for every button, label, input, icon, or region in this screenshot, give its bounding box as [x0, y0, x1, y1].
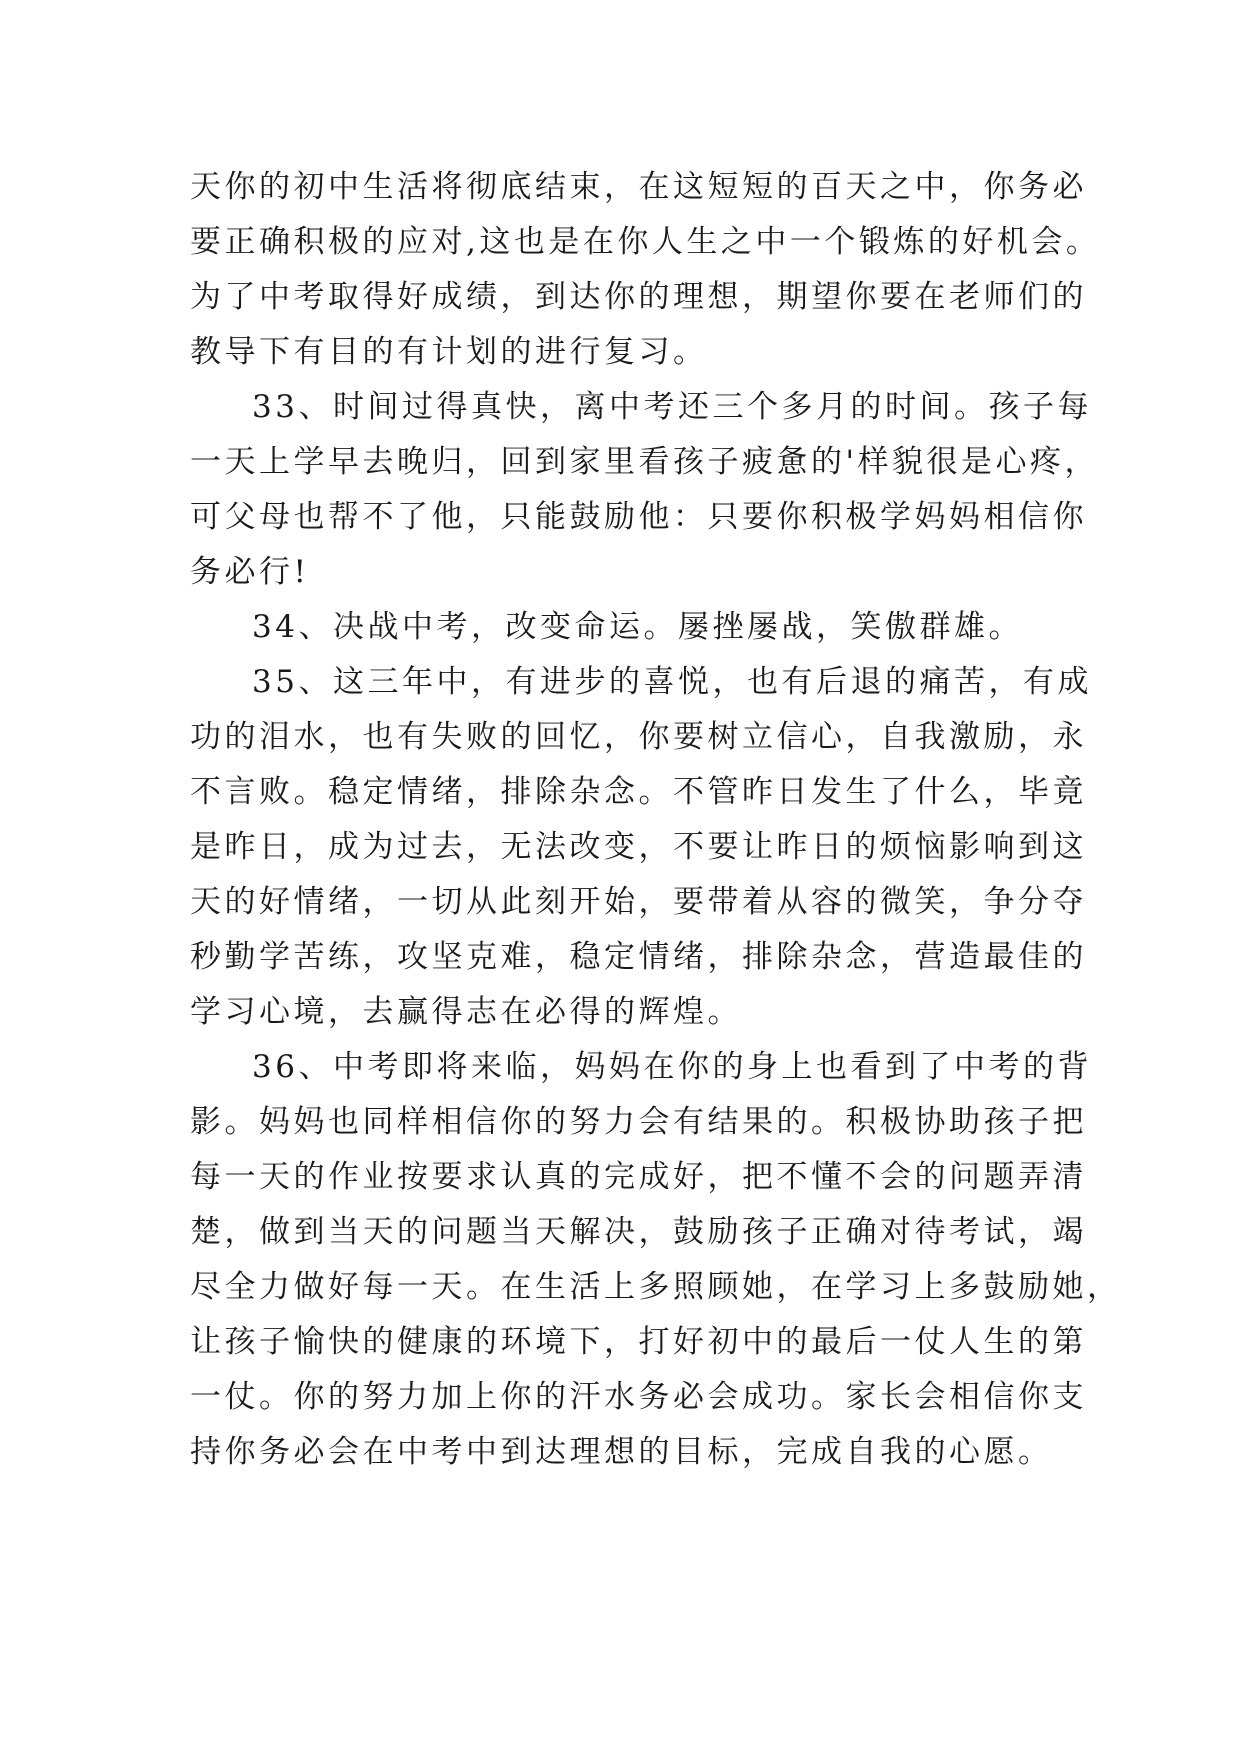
text-line: 学习心境，去赢得志在必得的辉煌。	[190, 994, 742, 1030]
paragraph-36-first-line: 36、中考即将来临，妈妈在你的身上也看到了中考的背	[252, 1049, 1092, 1085]
paragraph-33-first-line: 33、时间过得真快，离中考还三个多月的时间。孩子每	[252, 389, 1092, 425]
text-line: 是昨日，成为过去，无法改变，不要让昨日的烦恼影响到这	[190, 829, 1087, 865]
document-body	[190, 160, 1122, 1480]
text-line: 尽全力做好每一天。在生活上多照顾她，在学习上多鼓励她，	[190, 1269, 1122, 1305]
text-line: 影。妈妈也同样相信你的努力会有结果的。积极协助孩子把	[190, 1104, 1087, 1140]
text-line: 天你的初中生活将彻底结束，在这短短的百天之中，你务必	[190, 169, 1087, 205]
text-line: 可父母也帮不了他，只能鼓励他：只要你积极学妈妈相信你	[190, 499, 1087, 535]
text-line: 一天上学早去晚归，回到家里看孩子疲惫的'样貌很是心疼，	[190, 444, 1100, 480]
text-line: 为了中考取得好成绩，到达你的理想，期望你要在老师们的	[190, 279, 1087, 315]
text-line: 要正确积极的应对,这也是在你人生之中一个锻炼的好机会。	[190, 224, 1101, 260]
text-line: 秒勤学苦练，攻坚克难，稳定情绪，排除杂念，营造最佳的	[190, 939, 1087, 975]
text-line: 天的好情绪，一切从此刻开始，要带着从容的微笑，争分夺	[190, 884, 1087, 920]
text-line: 功的泪水，也有失败的回忆，你要树立信心，自我激励，永	[190, 719, 1087, 755]
text-line: 一仗。你的努力加上你的汗水务必会成功。家长会相信你支	[190, 1379, 1087, 1415]
text-line: 楚，做到当天的问题当天解决，鼓励孩子正确对待考试，竭	[190, 1214, 1087, 1250]
text-line: 持你务必会在中考中到达理想的目标，完成自我的心愿。	[190, 1434, 1053, 1470]
text-line: 务必行!	[190, 554, 310, 590]
text-line: 让孩子愉快的健康的环境下，打好初中的最后一仗人生的第	[190, 1324, 1087, 1360]
text-line: 每一天的作业按要求认真的完成好，把不懂不会的问题弄清	[190, 1159, 1087, 1195]
paragraph-34-line: 34、决战中考，改变命运。屡挫屡战，笑傲群雄。	[252, 609, 1023, 645]
paragraph-35-first-line: 35、这三年中，有进步的喜悦，也有后退的痛苦，有成	[252, 664, 1092, 700]
text-line: 教导下有目的有计划的进行复习。	[190, 334, 708, 370]
text-line: 不言败。稳定情绪，排除杂念。不管昨日发生了什么，毕竟	[190, 774, 1087, 810]
